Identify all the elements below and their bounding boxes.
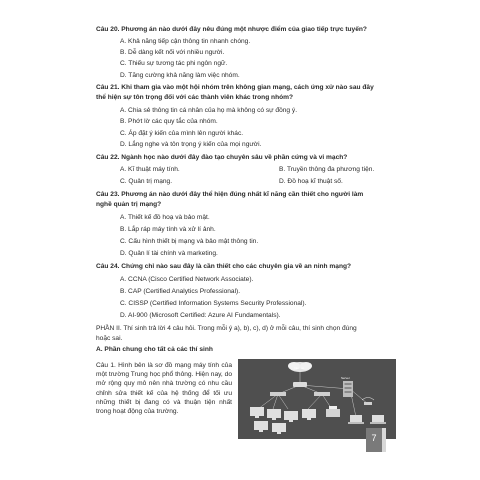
section-title: A. Phần chung cho tất cả các thí sinh bbox=[96, 346, 213, 353]
question-20-stem: Câu 20. Phương án nào dưới đây nêu đúng một nhược điểm của giao tiếp trực tuyến? bbox=[96, 26, 367, 33]
q21-option-c: C. Áp đặt ý kiến của mình lên người khác. bbox=[120, 130, 244, 137]
server-label: Server bbox=[341, 376, 350, 380]
question-23-stem-line1: Câu 23. Phương án nào dưới đây thể hiện đúng nhất kĩ năng cần thiết cho người làm bbox=[96, 191, 364, 198]
q21-option-d: D. Lắng nghe và tôn trọng ý kiến của mọi người. bbox=[120, 141, 262, 148]
q24-option-d: D. AI-900 (Microsoft Certified: Azure AI Fundamentals). bbox=[120, 312, 281, 319]
q20-option-b: B. Dễ dàng kết nối với nhiều người. bbox=[120, 49, 225, 56]
q22-option-a: A. Kĩ thuật máy tính. bbox=[120, 166, 180, 173]
page-edge-strip bbox=[382, 428, 386, 452]
q23-option-b: B. Lắp ráp máy tính và xử lí ảnh. bbox=[120, 226, 216, 233]
q24-option-a: A. CCNA (Cisco Certified Network Associate). bbox=[120, 276, 254, 283]
question-21-stem-line2: thể hiện sự tôn trọng đối với các thành viên khác trong nhóm? bbox=[96, 94, 294, 101]
q20-option-d: D. Tăng cường khả năng làm việc nhóm. bbox=[120, 72, 240, 79]
q24-option-b: B. CAP (Certified Analytics Professional). bbox=[120, 288, 241, 295]
q21-option-b: B. Phớt lờ các quy tắc của nhóm. bbox=[120, 118, 218, 125]
question-21-stem-line1: Câu 21. Khi tham gia vào một hội nhóm trên không gian mạng, cách ứng xử nào sau đây bbox=[96, 84, 374, 91]
question-23-stem-line2: nghề quản trị mạng? bbox=[96, 201, 162, 208]
network-diagram bbox=[238, 359, 396, 439]
q22-option-d: D. Đồ hoạ kĩ thuật số. bbox=[279, 178, 343, 185]
switch-icon-right bbox=[314, 392, 330, 396]
q21-option-a: A. Chia sẻ thông tin cá nhân của họ mà không có sự đồng ý. bbox=[120, 107, 298, 114]
internet-label: Internet bbox=[294, 366, 305, 370]
server-icon bbox=[343, 381, 353, 397]
page-number: 7 bbox=[371, 433, 377, 443]
q20-option-c: C. Thiếu sự tương tác phi ngôn ngữ. bbox=[120, 60, 228, 67]
network-diagram-illustration bbox=[238, 359, 396, 439]
question-24-stem: Câu 24. Chứng chỉ nào sau đây là cần thiết cho các chuyên gia về an ninh mạng? bbox=[96, 263, 352, 270]
q24-option-c: C. CISSP (Certified Information Systems Security Professional). bbox=[120, 300, 307, 307]
q23-option-c: C. Cấu hình thiết bị mạng và bảo mật thông tin. bbox=[120, 238, 259, 245]
q22-option-b: B. Truyền thông đa phương tiện. bbox=[279, 166, 375, 173]
q22-option-c: C. Quản trị mạng. bbox=[120, 178, 173, 185]
part-2-instruction-line2: hoặc sai. bbox=[96, 335, 123, 342]
q23-option-d: D. Quản lí tài chính và marketing. bbox=[120, 250, 218, 257]
router-icon bbox=[293, 382, 307, 387]
question-1-text: Câu 1. Hình bên là sơ đồ mạng máy tính của một trường Trung học phổ thông. Hiện nay, do mở rộng quy mô nên nhà trường có nhu cầu chỉnh sửa thiết kế của hệ thống để tối ưu những thiết bị đang có và thuận tiện nhất trong hoạt động của trường. bbox=[96, 362, 232, 416]
switch-icon-left bbox=[270, 392, 286, 396]
question-22-stem: Câu 22. Ngành học nào dưới đây đào tạo chuyên sâu về phần cứng và vi mạch? bbox=[96, 154, 348, 161]
q20-option-a: A. Khả năng tiếp cận thông tin nhanh chóng. bbox=[120, 38, 251, 45]
q23-option-a: A. Thiết kế đồ hoạ và bảo mật. bbox=[120, 214, 210, 221]
part-2-instruction-line1: PHẦN II. Thí sinh trả lời 4 câu hỏi. Trong mỗi ý a), b), c), d) ở mỗi câu, thí sinh chọn đúng bbox=[96, 325, 357, 332]
